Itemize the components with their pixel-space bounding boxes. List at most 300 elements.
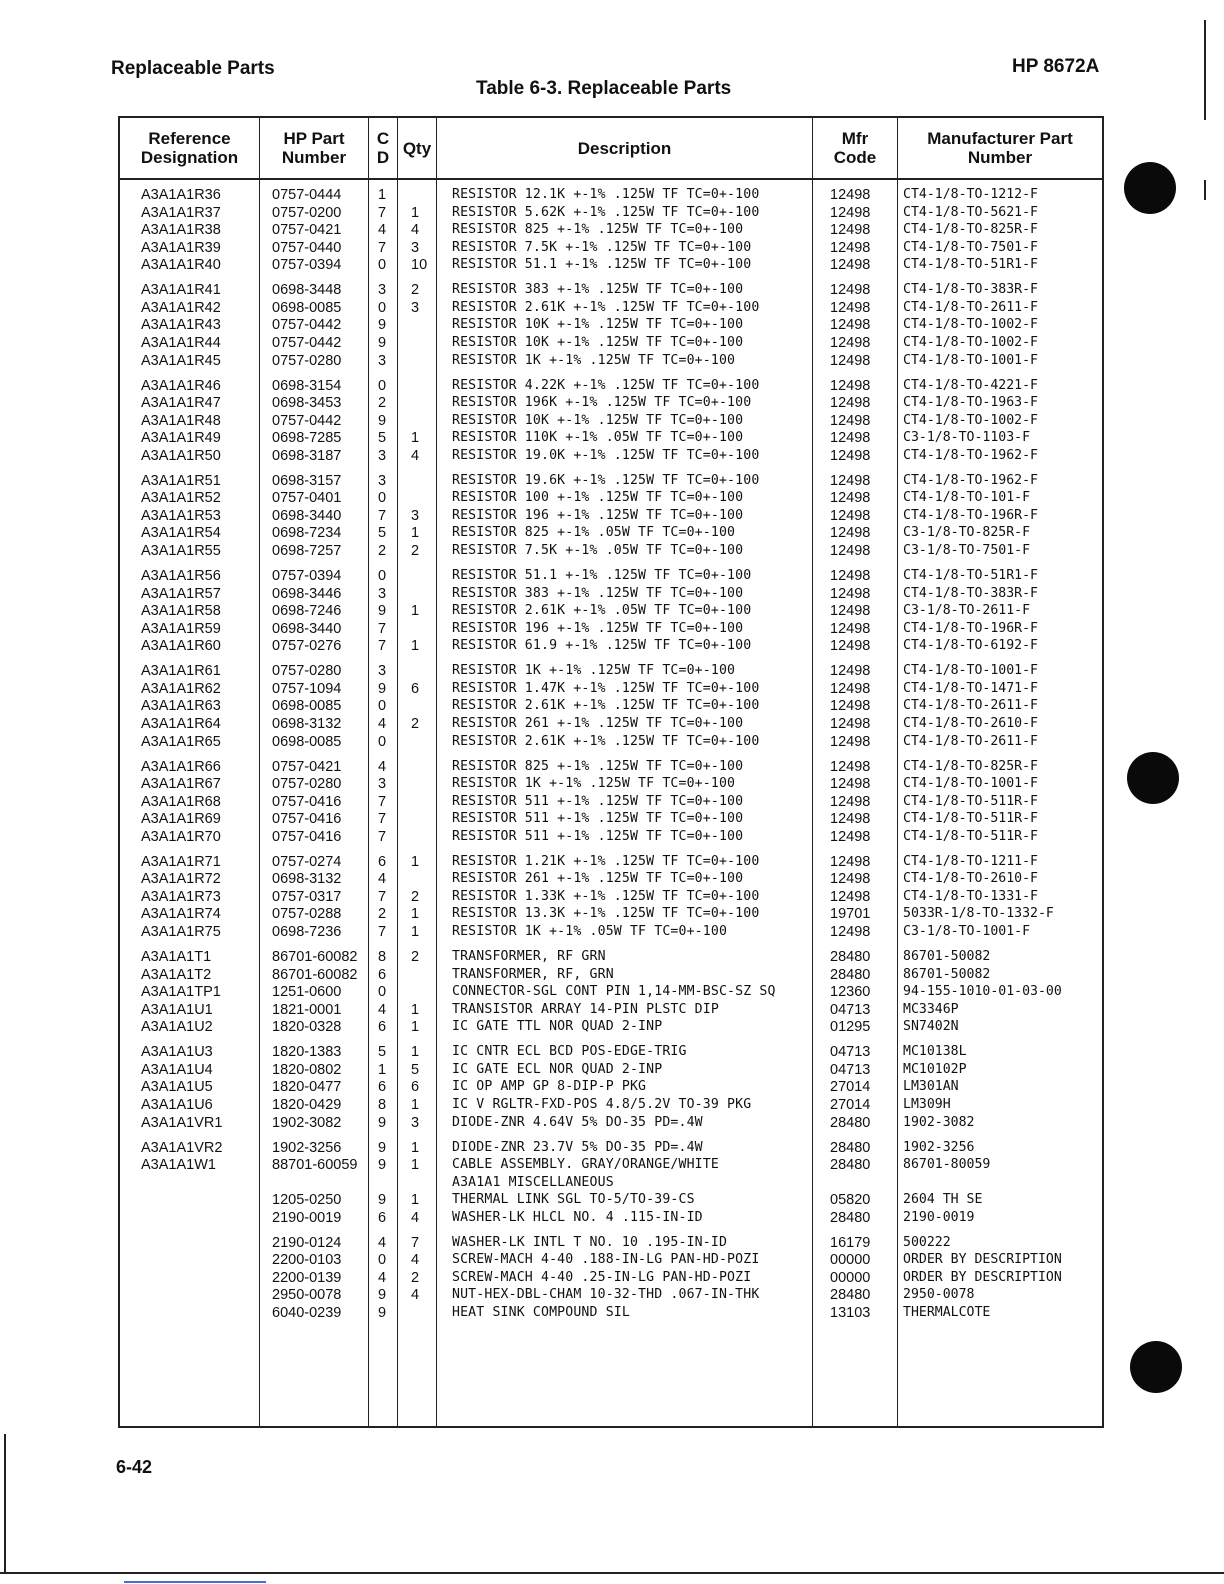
cell-manufacturer-part-number: CT4-1/8-TO-511R-F (903, 793, 1038, 809)
cell-manufacturer-part-number: CT4-1/8-TO-2610-F (903, 715, 1038, 731)
cell-cd: 9 (378, 317, 387, 334)
cell-mfr-code: 28480 (830, 1209, 871, 1226)
cell-reference: A3A1A1R38 (141, 222, 221, 239)
cell-qty: 1 (411, 638, 420, 655)
table-row (120, 853, 1102, 871)
cell-mfr-code: 12498 (830, 395, 871, 412)
col-header-qty: Qty (402, 138, 432, 158)
cell-description: RESISTOR 1.33K +-1% .125W TF TC=0+-100 (452, 888, 760, 904)
table-row (120, 966, 1102, 984)
cell-qty: 10 (411, 257, 428, 274)
cell-description: DIODE-ZNR 4.64V 5% DO-35 PD=.4W (452, 1114, 703, 1130)
cell-manufacturer-part-number: CT4-1/8-TO-383R-F (903, 282, 1038, 298)
cell-cd: 9 (378, 1139, 387, 1156)
cell-hp-part-number: 2200-0103 (272, 1252, 342, 1269)
cell-description: SCREW-MACH 4-40 .25-IN-LG PAN-HD-POZI (452, 1269, 752, 1285)
cell-reference: A3A1A1R46 (141, 377, 221, 394)
cell-cd: 3 (378, 282, 387, 299)
cell-description: RESISTOR 10K +-1% .125W TF TC=0+-100 (452, 317, 744, 333)
table-row (120, 1174, 1102, 1192)
cell-mfr-code: 12498 (830, 299, 871, 316)
cell-reference: A3A1A1U4 (141, 1061, 213, 1078)
cell-description: RESISTOR 511 +-1% .125W TF TC=0+-100 (452, 793, 744, 809)
cell-reference: A3A1A1R44 (141, 334, 221, 351)
cell-description: SCREW-MACH 4-40 .188-IN-LG PAN-HD-POZI (452, 1252, 760, 1268)
cell-description: RESISTOR 825 +-1% .05W TF TC=0+-100 (452, 525, 736, 541)
cell-manufacturer-part-number: CT4-1/8-TO-2611-F (903, 299, 1038, 315)
table-row (120, 507, 1102, 525)
cell-reference: A3A1A1R53 (141, 507, 221, 524)
cell-manufacturer-part-number: 2604 TH SE (903, 1192, 983, 1208)
cell-reference: A3A1A1R47 (141, 395, 221, 412)
table-row (120, 793, 1102, 811)
table-row (120, 905, 1102, 923)
table-row (120, 758, 1102, 776)
cell-description: TRANSISTOR ARRAY 14-PIN PLSTC DIP (452, 1001, 719, 1017)
cell-reference: A3A1A1R60 (141, 638, 221, 655)
cell-mfr-code: 12498 (830, 282, 871, 299)
cell-manufacturer-part-number: CT4-1/8-TO-1002-F (903, 412, 1038, 428)
cell-hp-part-number: 6040-0239 (272, 1305, 342, 1321)
cell-hp-part-number: 0757-0280 (272, 776, 342, 793)
cell-qty: 4 (411, 1287, 420, 1304)
cell-manufacturer-part-number: CT4-1/8-TO-7501-F (903, 239, 1038, 255)
cell-qty: 1 (411, 1044, 420, 1061)
cell-hp-part-number: 0698-0085 (272, 698, 342, 715)
cell-mfr-code: 04713 (830, 1061, 871, 1078)
table-row (120, 256, 1102, 274)
cell-description: RESISTOR 7.5K +-1% .125W TF TC=0+-100 (452, 239, 752, 255)
cell-mfr-code: 28480 (830, 1157, 871, 1174)
cell-manufacturer-part-number: MC10138L (903, 1044, 967, 1060)
cell-mfr-code: 12498 (830, 871, 871, 888)
cell-cd: 9 (378, 1114, 387, 1131)
cell-manufacturer-part-number: 5033R-1/8-TO-1332-F (903, 906, 1054, 922)
cell-description: RESISTOR 13.3K +-1% .125W TF TC=0+-100 (452, 906, 760, 922)
running-header-left: Replaceable Parts (111, 58, 275, 79)
cell-qty: 1 (411, 1096, 420, 1113)
cell-reference: A3A1A1R70 (141, 828, 221, 845)
cell-reference: A3A1A1R55 (141, 542, 221, 559)
cell-mfr-code: 01295 (830, 1019, 871, 1036)
cell-description: RESISTOR 1K +-1% .05W TF TC=0+-100 (452, 924, 728, 939)
cell-hp-part-number: 86701-60082 (272, 966, 358, 983)
cell-hp-part-number: 0757-0416 (272, 811, 342, 828)
col-header-hp-part-number: HP Part Number (281, 129, 347, 167)
cell-cd: 0 (378, 257, 387, 274)
cell-hp-part-number: 0698-3453 (272, 395, 342, 412)
cell-reference: A3A1A1U1 (141, 1001, 213, 1018)
cell-reference: A3A1A1R66 (141, 758, 221, 775)
cell-hp-part-number: 0757-0442 (272, 334, 342, 351)
table-row (120, 1304, 1102, 1322)
cell-qty: 2 (411, 949, 420, 965)
cell-qty: 1 (411, 603, 420, 620)
cell-cd: 3 (378, 776, 387, 793)
cell-cd: 9 (378, 1192, 387, 1209)
cell-description: RESISTOR 1.47K +-1% .125W TF TC=0+-100 (452, 680, 760, 696)
table-row (120, 447, 1102, 465)
cell-hp-part-number: 1902-3256 (272, 1139, 342, 1156)
cell-description: RESISTOR 10K +-1% .125W TF TC=0+-100 (452, 334, 744, 350)
col-header-mfr-code: Mfr Code (833, 129, 877, 167)
cell-manufacturer-part-number: CT4-1/8-TO-51R1-F (903, 257, 1038, 273)
table-row (120, 1191, 1102, 1209)
cell-cd: 1 (378, 1061, 387, 1078)
cell-description: RESISTOR 383 +-1% .125W TF TC=0+-100 (452, 585, 744, 601)
cell-mfr-code: 28480 (830, 1139, 871, 1156)
cell-manufacturer-part-number: CT4-1/8-TO-1963-F (903, 395, 1038, 411)
cell-mfr-code: 27014 (830, 1096, 871, 1113)
table-row (120, 1078, 1102, 1096)
cell-description: RESISTOR 5.62K +-1% .125W TF TC=0+-100 (452, 204, 760, 220)
cell-cd: 0 (378, 984, 387, 1001)
cell-manufacturer-part-number: C3-1/8-TO-7501-F (903, 542, 1031, 558)
cell-mfr-code: 12498 (830, 412, 871, 429)
cell-cd: 8 (378, 949, 387, 965)
cell-hp-part-number: 2200-0139 (272, 1269, 342, 1286)
cell-manufacturer-part-number: LM309H (903, 1096, 951, 1112)
cell-reference: A3A1A1R36 (141, 187, 221, 203)
cell-manufacturer-part-number: CT4-1/8-TO-196R-F (903, 620, 1038, 636)
cell-reference: A3A1A1R72 (141, 871, 221, 888)
cell-cd: 7 (378, 924, 387, 940)
cell-cd: 5 (378, 525, 387, 542)
cell-description: RESISTOR 196 +-1% .125W TF TC=0+-100 (452, 507, 744, 523)
cell-manufacturer-part-number: THERMALCOTE (903, 1305, 991, 1320)
cell-manufacturer-part-number: 1902-3082 (903, 1114, 975, 1130)
table-row (120, 394, 1102, 412)
cell-mfr-code: 12498 (830, 472, 871, 489)
table-row (120, 948, 1102, 966)
cell-mfr-code: 12498 (830, 352, 871, 369)
col-header-manufacturer-part-number: Manufacturer Part Number (927, 129, 1073, 167)
cell-cd: 3 (378, 472, 387, 489)
cell-hp-part-number: 0757-0442 (272, 317, 342, 334)
cell-manufacturer-part-number: 2950-0078 (903, 1287, 975, 1303)
table-row (120, 810, 1102, 828)
cell-mfr-code: 12498 (830, 430, 871, 447)
cell-cd: 4 (378, 1234, 387, 1251)
cell-manufacturer-part-number: CT4-1/8-TO-1001-F (903, 352, 1038, 368)
cell-manufacturer-part-number: CT4-1/8-TO-1001-F (903, 776, 1038, 792)
table-row (120, 585, 1102, 603)
cell-description: RESISTOR 7.5K +-1% .05W TF TC=0+-100 (452, 542, 744, 558)
cell-manufacturer-part-number: 500222 (903, 1234, 951, 1250)
cell-qty: 7 (411, 1234, 420, 1251)
cell-manufacturer-part-number: CT4-1/8-TO-196R-F (903, 507, 1038, 523)
cell-mfr-code: 12498 (830, 187, 871, 203)
cell-qty: 1 (411, 1019, 420, 1036)
cell-mfr-code: 12498 (830, 715, 871, 732)
table-row (120, 1251, 1102, 1269)
cell-hp-part-number: 0757-0288 (272, 906, 342, 923)
cell-mfr-code: 12498 (830, 776, 871, 793)
cell-hp-part-number: 1820-1383 (272, 1044, 342, 1061)
table-row (120, 1269, 1102, 1287)
cell-cd: 7 (378, 204, 387, 221)
cell-cd: 9 (378, 680, 387, 697)
cell-description: HEAT SINK COMPOUND SIL (452, 1305, 630, 1320)
cell-manufacturer-part-number: C3-1/8-TO-1001-F (903, 924, 1031, 939)
cell-reference: A3A1A1U6 (141, 1096, 213, 1113)
cell-hp-part-number: 0698-3446 (272, 585, 342, 602)
cell-hp-part-number: 1820-0802 (272, 1061, 342, 1078)
cell-description: RESISTOR 1K +-1% .125W TF TC=0+-100 (452, 352, 736, 368)
cell-hp-part-number: 0698-7257 (272, 542, 342, 559)
cell-reference: A3A1A1R54 (141, 525, 221, 542)
cell-cd: 0 (378, 299, 387, 316)
cell-manufacturer-part-number: ORDER BY DESCRIPTION (903, 1252, 1062, 1268)
cell-reference: A3A1A1R51 (141, 472, 221, 489)
table-row (120, 828, 1102, 846)
cell-mfr-code: 04713 (830, 1044, 871, 1061)
cell-description: RESISTOR 10K +-1% .125W TF TC=0+-100 (452, 412, 744, 428)
cell-cd: 7 (378, 793, 387, 810)
cell-manufacturer-part-number: CT4-1/8-TO-5621-F (903, 204, 1038, 220)
cell-cd: 9 (378, 603, 387, 620)
cell-description: RESISTOR 1K +-1% .125W TF TC=0+-100 (452, 663, 736, 679)
cell-reference: A3A1A1T2 (141, 966, 212, 983)
cell-hp-part-number: 0698-7234 (272, 525, 342, 542)
cell-qty: 3 (411, 507, 420, 524)
table-row (120, 377, 1102, 395)
cell-description: WASHER-LK INTL T NO. 10 .195-IN-ID (452, 1234, 728, 1250)
cell-mfr-code: 12498 (830, 542, 871, 559)
cell-mfr-code: 28480 (830, 1287, 871, 1304)
cell-manufacturer-part-number: CT4-1/8-TO-2611-F (903, 733, 1038, 749)
cell-cd: 0 (378, 377, 387, 394)
cell-reference: A3A1A1R49 (141, 430, 221, 447)
cell-mfr-code: 16179 (830, 1234, 871, 1251)
cell-cd: 6 (378, 853, 387, 870)
cell-manufacturer-part-number: CT4-1/8-TO-511R-F (903, 811, 1038, 827)
scan-artifact-line (124, 1581, 266, 1583)
cell-mfr-code: 27014 (830, 1079, 871, 1096)
cell-manufacturer-part-number: CT4-1/8-TO-1962-F (903, 447, 1038, 463)
cell-description: RESISTOR 1K +-1% .125W TF TC=0+-100 (452, 776, 736, 792)
cell-reference: A3A1A1R74 (141, 906, 221, 923)
table-row (120, 299, 1102, 317)
cell-cd: 7 (378, 638, 387, 655)
cell-mfr-code: 12498 (830, 334, 871, 351)
cell-mfr-code: 12498 (830, 663, 871, 680)
cell-mfr-code: 12498 (830, 222, 871, 239)
cell-hp-part-number: 1820-0477 (272, 1079, 342, 1096)
cell-manufacturer-part-number: 1902-3256 (903, 1139, 975, 1155)
table-row (120, 923, 1102, 941)
cell-mfr-code: 13103 (830, 1305, 871, 1321)
cell-cd: 0 (378, 490, 387, 507)
cell-mfr-code: 12498 (830, 733, 871, 750)
cell-cd: 7 (378, 620, 387, 637)
cell-cd: 3 (378, 585, 387, 602)
table-row (120, 542, 1102, 560)
cell-qty: 2 (411, 1269, 420, 1286)
cell-description: CONNECTOR-SGL CONT PIN 1,14-MM-BSC-SZ SQ (452, 984, 776, 1000)
cell-description: RESISTOR 261 +-1% .125W TF TC=0+-100 (452, 715, 744, 731)
cell-mfr-code: 00000 (830, 1252, 871, 1269)
table-row (120, 888, 1102, 906)
cell-description: THERMAL LINK SGL TO-5/TO-39-CS (452, 1192, 695, 1208)
cell-reference: A3A1A1R41 (141, 282, 221, 299)
cell-hp-part-number: 0698-3440 (272, 507, 342, 524)
cell-hp-part-number: 0698-3448 (272, 282, 342, 299)
cell-hp-part-number: 1821-0001 (272, 1001, 342, 1018)
cell-manufacturer-part-number: LM301AN (903, 1079, 959, 1095)
table-row (120, 662, 1102, 680)
cell-cd: 2 (378, 542, 387, 559)
cell-description: IC CNTR ECL BCD POS-EDGE-TRIG (452, 1044, 687, 1060)
cell-cd: 9 (378, 412, 387, 429)
cell-description: RESISTOR 19.0K +-1% .125W TF TC=0+-100 (452, 447, 760, 463)
cell-description: RESISTOR 100 +-1% .125W TF TC=0+-100 (452, 490, 744, 506)
cell-mfr-code: 12498 (830, 828, 871, 845)
cell-cd: 9 (378, 1287, 387, 1304)
table-row (120, 412, 1102, 430)
cell-cd: 3 (378, 352, 387, 369)
cell-hp-part-number: 0698-3157 (272, 472, 342, 489)
cell-reference: A3A1A1R68 (141, 793, 221, 810)
cell-cd: 2 (378, 395, 387, 412)
cell-mfr-code: 28480 (830, 1114, 871, 1131)
table-row (120, 697, 1102, 715)
cell-description: CABLE ASSEMBLY. GRAY/ORANGE/WHITE (452, 1157, 719, 1173)
cell-qty: 5 (411, 1061, 420, 1078)
cell-description: RESISTOR 261 +-1% .125W TF TC=0+-100 (452, 871, 744, 887)
table-row (120, 1043, 1102, 1061)
cell-hp-part-number: 0757-0280 (272, 663, 342, 680)
cell-mfr-code: 12498 (830, 698, 871, 715)
cell-manufacturer-part-number: CT4-1/8-TO-1211-F (903, 853, 1038, 869)
header-rule (120, 178, 1102, 180)
cell-mfr-code: 12498 (830, 239, 871, 256)
cell-cd: 2 (378, 906, 387, 923)
table-row (120, 567, 1102, 585)
table-row (120, 204, 1102, 222)
cell-description: RESISTOR 51.1 +-1% .125W TF TC=0+-100 (452, 257, 752, 273)
cell-hp-part-number: 0698-3187 (272, 447, 342, 464)
table-row (120, 775, 1102, 793)
cell-cd: 3 (378, 447, 387, 464)
cell-description: RESISTOR 511 +-1% .125W TF TC=0+-100 (452, 811, 744, 827)
cell-hp-part-number: 0698-3440 (272, 620, 342, 637)
cell-reference: A3A1A1U3 (141, 1044, 213, 1061)
cell-mfr-code: 12498 (830, 568, 871, 584)
cell-mfr-code: 12498 (830, 204, 871, 221)
cell-manufacturer-part-number: 86701-50082 (903, 966, 991, 982)
running-header-right: HP 8672A (1012, 56, 1100, 77)
cell-cd: 9 (378, 1157, 387, 1174)
binder-hole-mark (1124, 162, 1176, 214)
cell-mfr-code: 12498 (830, 811, 871, 828)
cell-manufacturer-part-number: SN7402N (903, 1019, 959, 1035)
cell-cd: 0 (378, 1252, 387, 1269)
cell-hp-part-number: 0757-0394 (272, 568, 342, 584)
cell-hp-part-number: 0757-0421 (272, 222, 342, 239)
cell-manufacturer-part-number: 2190-0019 (903, 1209, 975, 1225)
cell-mfr-code: 12498 (830, 447, 871, 464)
table-row (120, 1114, 1102, 1132)
cell-reference: A3A1A1T1 (141, 949, 212, 965)
cell-hp-part-number: 0698-0085 (272, 299, 342, 316)
cell-manufacturer-part-number: CT4-1/8-TO-383R-F (903, 585, 1038, 601)
cell-manufacturer-part-number: CT4-1/8-TO-101-F (903, 490, 1031, 506)
cell-cd: 5 (378, 1044, 387, 1061)
cell-manufacturer-part-number: C3-1/8-TO-825R-F (903, 525, 1031, 541)
cell-qty: 3 (411, 239, 420, 256)
cell-manufacturer-part-number: CT4-1/8-TO-4221-F (903, 377, 1038, 393)
table-row (120, 870, 1102, 888)
cell-cd: 7 (378, 828, 387, 845)
table-row (120, 352, 1102, 370)
cell-hp-part-number: 0698-0085 (272, 733, 342, 750)
cell-reference: A3A1A1R67 (141, 776, 221, 793)
cell-hp-part-number: 0757-0394 (272, 257, 342, 274)
col-header-cd: C D (376, 129, 390, 167)
cell-description: RESISTOR 2.61K +-1% .125W TF TC=0+-100 (452, 299, 760, 315)
cell-qty: 4 (411, 1209, 420, 1226)
cell-qty: 1 (411, 430, 420, 447)
cell-cd: 4 (378, 758, 387, 775)
table-title: Table 6-3. Replaceable Parts (476, 78, 732, 99)
cell-cd: 0 (378, 733, 387, 750)
cell-reference: A3A1A1R71 (141, 853, 221, 870)
cell-hp-part-number: 0757-0401 (272, 490, 342, 507)
cell-qty: 3 (411, 1114, 420, 1131)
cell-mfr-code: 12498 (830, 317, 871, 334)
cell-mfr-code: 12498 (830, 507, 871, 524)
cell-manufacturer-part-number: CT4-1/8-TO-1962-F (903, 472, 1038, 488)
cell-mfr-code: 28480 (830, 966, 871, 983)
cell-reference: A3A1A1R45 (141, 352, 221, 369)
cell-description: DIODE-ZNR 23.7V 5% DO-35 PD=.4W (452, 1139, 703, 1155)
cell-manufacturer-part-number: ORDER BY DESCRIPTION (903, 1269, 1062, 1285)
cell-description: RESISTOR 51.1 +-1% .125W TF TC=0+-100 (452, 568, 752, 583)
table-row (120, 281, 1102, 299)
cell-mfr-code: 12498 (830, 888, 871, 905)
cell-reference: A3A1A1R48 (141, 412, 221, 429)
cell-cd: 4 (378, 222, 387, 239)
cell-mfr-code: 19701 (830, 906, 871, 923)
cell-description: RESISTOR 2.61K +-1% .125W TF TC=0+-100 (452, 698, 760, 714)
cell-cd: 0 (378, 698, 387, 715)
table-row (120, 1156, 1102, 1174)
cell-reference: A3A1A1R57 (141, 585, 221, 602)
cell-hp-part-number: 2950-0078 (272, 1287, 342, 1304)
cell-hp-part-number: 2190-0124 (272, 1234, 342, 1251)
cell-hp-part-number: 0757-1094 (272, 680, 342, 697)
cell-mfr-code: 04713 (830, 1001, 871, 1018)
cell-manufacturer-part-number: CT4-1/8-TO-2611-F (903, 698, 1038, 714)
cell-description: RESISTOR 61.9 +-1% .125W TF TC=0+-100 (452, 638, 752, 654)
cell-qty: 4 (411, 447, 420, 464)
table-row (120, 1286, 1102, 1304)
cell-qty: 1 (411, 924, 420, 940)
cell-reference: A3A1A1R65 (141, 733, 221, 750)
cell-mfr-code: 12498 (830, 758, 871, 775)
cell-description: RESISTOR 825 +-1% .125W TF TC=0+-100 (452, 758, 744, 774)
page-number: 6-42 (116, 1457, 153, 1477)
table-row (120, 1139, 1102, 1157)
cell-mfr-code: 12498 (830, 680, 871, 697)
cell-mfr-code: 05820 (830, 1192, 871, 1209)
table-row (120, 239, 1102, 257)
cell-cd: 5 (378, 430, 387, 447)
cell-cd: 9 (378, 334, 387, 351)
cell-hp-part-number: 88701-60059 (272, 1157, 358, 1174)
cell-qty: 1 (411, 1192, 420, 1209)
